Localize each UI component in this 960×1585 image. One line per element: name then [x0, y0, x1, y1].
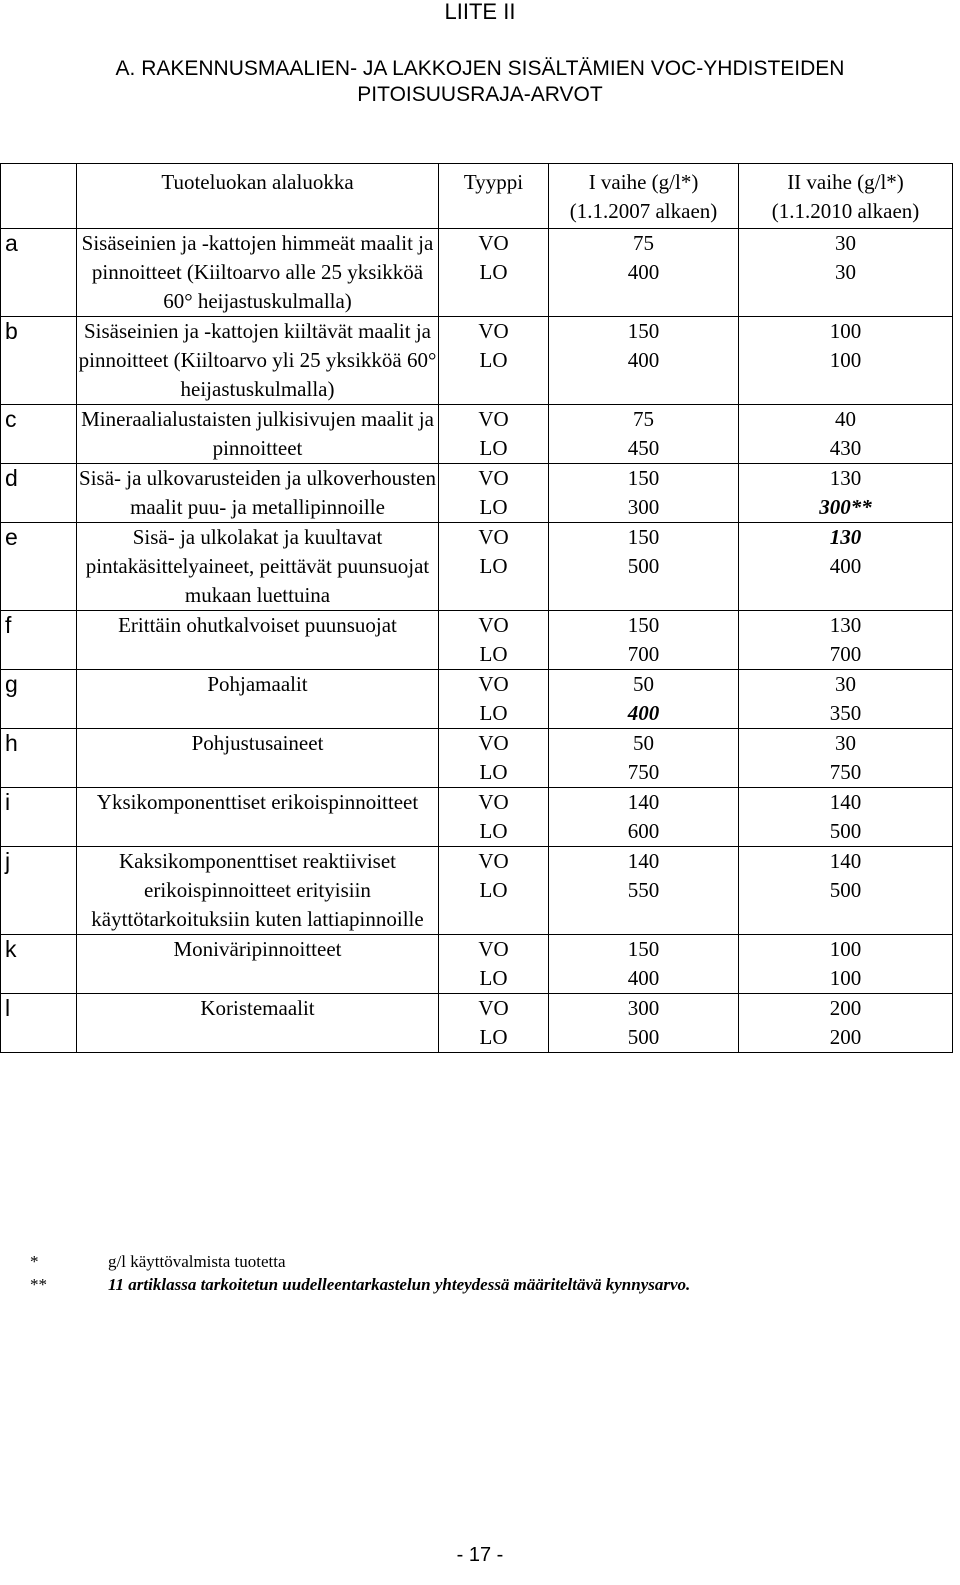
- row-phase-2: [739, 670, 953, 729]
- row-phase-2: [739, 229, 953, 317]
- header-letter: [1, 164, 77, 229]
- row-category: Moniväripinnoitteet: [77, 935, 439, 994]
- row-type: [439, 847, 549, 935]
- row-phase-2: [739, 935, 953, 994]
- annex-title: LIITE II: [444, 0, 516, 24]
- row-type-value: VO: [478, 466, 509, 490]
- row-type: [439, 229, 549, 317]
- row-phase-2-value: 100: [829, 966, 862, 990]
- row-type-value: VO: [478, 613, 509, 637]
- footnotes: [30, 1250, 930, 1296]
- row-type-value: VO: [478, 790, 509, 814]
- row-phase-2-value: 100: [829, 319, 862, 343]
- row-category: Mineraalialustaisten julkisivujen maalit ja pinnoitteet: [77, 405, 439, 464]
- table-row: [1, 847, 953, 935]
- row-type-value: VO: [478, 849, 509, 873]
- row-phase-1-value: 75: [633, 407, 654, 431]
- row-phase-2-value: 100: [829, 348, 862, 372]
- row-phase-1-value: 500: [627, 554, 660, 578]
- row-phase-1: [549, 994, 739, 1053]
- table-row: [1, 670, 953, 729]
- row-phase-2-value: 300**: [819, 495, 872, 519]
- row-letter: l: [1, 994, 77, 1053]
- row-category: Sisäseinien ja -kattojen himmeät maalit ja pinnoitteet (Kiiltoarvo alle 25 yksikköä 60° heijastuskulmalla): [77, 229, 439, 317]
- row-phase-2-value: 140: [829, 790, 862, 814]
- header-phase-2: II vaihe (g/l*) (1.1.2010 alkaen): [739, 164, 953, 229]
- row-letter: e: [1, 523, 77, 611]
- row-phase-1: [549, 405, 739, 464]
- row-phase-1: [549, 847, 739, 935]
- row-phase-1-value: 700: [627, 642, 660, 666]
- row-phase-1: [549, 788, 739, 847]
- table-header-row: [1, 164, 953, 229]
- row-category: Sisäseinien ja -kattojen kiiltävät maalit ja pinnoitteet (Kiiltoarvo yli 25 yksikköä 60° heijastuskulmalla): [77, 317, 439, 405]
- document-title: [0, 56, 960, 108]
- row-phase-1-value: 300: [627, 495, 660, 519]
- row-type: [439, 788, 549, 847]
- header-type: Tyyppi: [439, 164, 549, 229]
- footnote: [30, 1273, 930, 1296]
- row-phase-2: [739, 729, 953, 788]
- row-type-value: VO: [478, 407, 509, 431]
- row-phase-2: [739, 847, 953, 935]
- row-letter: g: [1, 670, 77, 729]
- row-letter: h: [1, 729, 77, 788]
- table-row: [1, 994, 953, 1053]
- header-category: Tuoteluokan alaluokka: [77, 164, 439, 229]
- row-phase-2-value: 500: [829, 878, 862, 902]
- row-phase-1-value: 150: [627, 937, 660, 961]
- row-phase-2: [739, 405, 953, 464]
- row-category: Pohjustusaineet: [77, 729, 439, 788]
- row-type: [439, 464, 549, 523]
- row-phase-2-value: 400: [829, 554, 862, 578]
- row-type-value: LO: [479, 348, 508, 372]
- page-number: - 17 -: [456, 1544, 504, 1566]
- row-phase-1: [549, 523, 739, 611]
- row-type: [439, 611, 549, 670]
- row-phase-1-value: 75: [633, 231, 654, 255]
- row-phase-1-value: 150: [627, 319, 660, 343]
- row-phase-2-value: 130: [829, 466, 862, 490]
- table-row: [1, 523, 953, 611]
- row-phase-1-value: 600: [627, 819, 660, 843]
- header-phase-1: I vaihe (g/l*) (1.1.2007 alkaen): [549, 164, 739, 229]
- row-phase-2-value: 30: [835, 260, 856, 284]
- row-phase-2: [739, 994, 953, 1053]
- row-phase-1-value: 400: [627, 701, 660, 725]
- row-letter: f: [1, 611, 77, 670]
- row-type-value: VO: [478, 525, 509, 549]
- row-type: [439, 729, 549, 788]
- row-phase-1-value: 500: [627, 1025, 660, 1049]
- row-letter: j: [1, 847, 77, 935]
- row-category: Pohjamaalit: [77, 670, 439, 729]
- row-phase-2-value: 40: [835, 407, 856, 431]
- row-category: Yksikomponenttiset erikoispinnoitteet: [77, 788, 439, 847]
- row-phase-1: [549, 611, 739, 670]
- row-phase-2-value: 140: [829, 849, 862, 873]
- row-type-value: VO: [478, 319, 509, 343]
- row-category: Erittäin ohutkalvoiset puunsuojat: [77, 611, 439, 670]
- row-type-value: LO: [479, 966, 508, 990]
- row-type: [439, 935, 549, 994]
- row-type: [439, 670, 549, 729]
- row-phase-2: [739, 788, 953, 847]
- row-category: Sisä- ja ulkolakat ja kuultavat pintakäsittelyaineet, peittävät puunsuojat mukaan luettuina: [77, 523, 439, 611]
- row-letter: a: [1, 229, 77, 317]
- row-phase-1-value: 50: [633, 731, 654, 755]
- row-phase-2-value: 130: [829, 613, 862, 637]
- row-phase-2-value: 200: [829, 996, 862, 1020]
- row-phase-1: [549, 317, 739, 405]
- row-phase-2: [739, 464, 953, 523]
- row-type-value: VO: [478, 672, 509, 696]
- row-phase-2-value: 200: [829, 1025, 862, 1049]
- row-type-value: LO: [479, 1025, 508, 1049]
- row-type-value: LO: [479, 554, 508, 578]
- row-phase-1-value: 450: [627, 436, 660, 460]
- row-type-value: VO: [478, 937, 509, 961]
- row-phase-1: [549, 464, 739, 523]
- row-phase-2-value: 30: [835, 231, 856, 255]
- row-type-value: VO: [478, 231, 509, 255]
- row-phase-2-value: 750: [829, 760, 862, 784]
- row-phase-2-value: 500: [829, 819, 862, 843]
- table-row: [1, 317, 953, 405]
- row-type: [439, 317, 549, 405]
- row-letter: k: [1, 935, 77, 994]
- row-category: Sisä- ja ulkovarusteiden ja ulkoverhousten maalit puu- ja metallipinnoille: [77, 464, 439, 523]
- row-letter: i: [1, 788, 77, 847]
- row-phase-2-value: 100: [829, 937, 862, 961]
- row-letter: b: [1, 317, 77, 405]
- row-phase-2-value: 430: [829, 436, 862, 460]
- row-type-value: LO: [479, 436, 508, 460]
- row-type-value: LO: [479, 760, 508, 784]
- row-phase-1-value: 140: [627, 790, 660, 814]
- table-row: [1, 405, 953, 464]
- row-phase-1-value: 400: [627, 348, 660, 372]
- row-phase-1-value: 750: [627, 760, 660, 784]
- row-phase-1-value: 150: [627, 613, 660, 637]
- row-type-value: VO: [478, 731, 509, 755]
- document-title-line-1: A. RAKENNUSMAALIEN- JA LAKKOJEN SISÄLTÄMIEN VOC-YHDISTEIDEN: [115, 57, 845, 80]
- row-phase-1-value: 150: [627, 525, 660, 549]
- row-category: Koristemaalit: [77, 994, 439, 1053]
- table-row: [1, 611, 953, 670]
- footnote-mark: *: [30, 1252, 39, 1271]
- row-phase-2: [739, 523, 953, 611]
- row-phase-1-value: 300: [627, 996, 660, 1020]
- document-title-line-2: PITOISUUSRAJA-ARVOT: [357, 83, 603, 106]
- row-type-value: LO: [479, 819, 508, 843]
- row-phase-2: [739, 317, 953, 405]
- footnote-text: g/l käyttövalmista tuotetta: [108, 1252, 286, 1271]
- footnote-text: 11 artiklassa tarkoitetun uudelleentarkastelun yhteydessä määriteltävä kynnysarvo.: [108, 1275, 691, 1294]
- row-type: [439, 994, 549, 1053]
- row-type-value: LO: [479, 701, 508, 725]
- row-type: [439, 523, 549, 611]
- row-phase-2: [739, 611, 953, 670]
- row-type-value: LO: [479, 260, 508, 284]
- row-letter: c: [1, 405, 77, 464]
- footnote-mark: **: [30, 1275, 47, 1294]
- footnote: [30, 1250, 930, 1273]
- row-phase-1-value: 140: [627, 849, 660, 873]
- row-phase-2-value: 30: [835, 672, 856, 696]
- row-phase-2-value: 30: [835, 731, 856, 755]
- row-type-value: LO: [479, 495, 508, 519]
- row-phase-1: [549, 729, 739, 788]
- row-type-value: LO: [479, 642, 508, 666]
- row-phase-1: [549, 670, 739, 729]
- voc-limit-table: [0, 163, 953, 1053]
- row-phase-2-value: 350: [829, 701, 862, 725]
- table-row: [1, 229, 953, 317]
- row-phase-1-value: 400: [627, 260, 660, 284]
- table-row: [1, 464, 953, 523]
- row-phase-2-value: 130: [829, 525, 862, 549]
- table-row: [1, 729, 953, 788]
- row-phase-1-value: 150: [627, 466, 660, 490]
- row-category: Kaksikomponenttiset reaktiiviset erikoispinnoitteet erityisiin käyttötarkoituksiin kuten lattiapinnoille: [77, 847, 439, 935]
- row-phase-2-value: 700: [829, 642, 862, 666]
- row-type: [439, 405, 549, 464]
- row-type-value: LO: [479, 878, 508, 902]
- row-phase-1-value: 550: [627, 878, 660, 902]
- row-phase-1-value: 400: [627, 966, 660, 990]
- row-phase-1: [549, 935, 739, 994]
- table-row: [1, 788, 953, 847]
- row-phase-1-value: 50: [633, 672, 654, 696]
- row-letter: d: [1, 464, 77, 523]
- table-row: [1, 935, 953, 994]
- row-phase-1: [549, 229, 739, 317]
- row-type-value: VO: [478, 996, 509, 1020]
